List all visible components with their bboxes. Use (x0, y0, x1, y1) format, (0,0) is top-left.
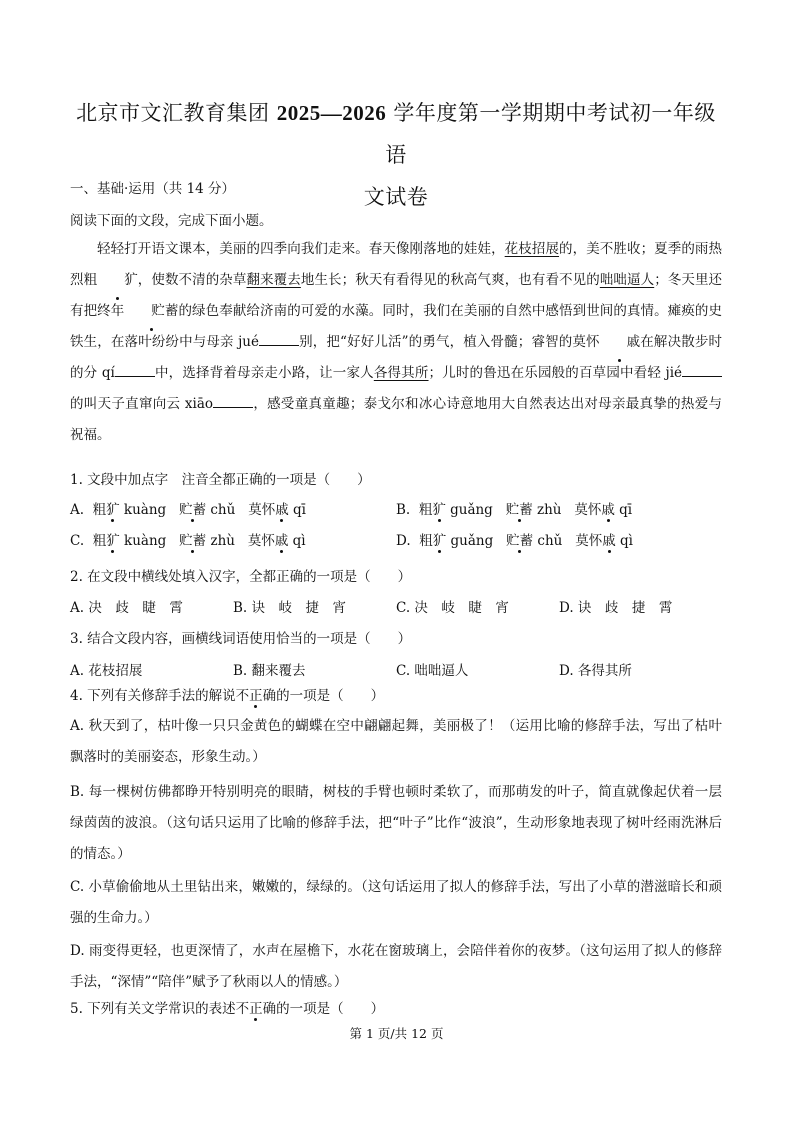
emphasis-negation: 不正确 (236, 684, 277, 704)
underlined-phrase: 咄咄逼人 (599, 272, 655, 288)
q4-option-d[interactable]: D. 雨变得更轻，也更深情了，水声在屋檐下，水花在窗玻璃上，会陪伴着你的夜梦。（这句运用了拟人的修辞手法，“深情”“陪伴”赋予了秋雨以人的情感。） (70, 943, 722, 990)
underlined-phrase: 各得其所 (373, 365, 429, 381)
q4-option-a[interactable]: A. 秋天到了，枯叶像一只只金黄色的蝴蝶在空中翩翩起舞，美丽极了！（运用比喻的修辞手法，写出了枯叶飘落时的美丽姿态，形象生动。） (70, 718, 722, 765)
question-5-stem: 5. 下列有关文学常识的表述不正确的一项是（ ） (70, 997, 384, 1017)
title-line-1: 北京市文汇教育集团 2025—2026 学年度第一学期期中考试初一年级语 (76, 101, 716, 167)
q2-option-c[interactable]: C. 决 岐 睫 宵 (396, 600, 509, 616)
question-4-stem: 4. 下列有关修辞手法的解说不正确的一项是（ ） (70, 684, 384, 704)
question-2-stem: 2. 在文段中横线处填入汉字，全都正确的一项是（ ） (70, 569, 412, 585)
fill-blank[interactable] (213, 395, 253, 408)
question-3-stem: 3. 结合文段内容，画横线词语使用恰当的一项是（ ） (70, 631, 412, 647)
title-line-2: 文试卷 (363, 185, 429, 209)
underlined-phrase: 翻来覆去 (246, 272, 301, 288)
q3-option-a[interactable]: A. 花枝招展 (70, 663, 143, 679)
q2-option-a[interactable]: A. 决 歧 睫 霄 (70, 600, 183, 616)
dotted-char: 戚 (600, 327, 641, 358)
q1-option-d[interactable]: D. 粗犷 guǎng 贮蓄 chǔ 莫怀戚 qì (396, 529, 633, 549)
question-1-stem: 1. 文段中加点字 注音全都正确的一项是（ ） (70, 472, 371, 488)
dotted-char: 贮蓄 (124, 296, 178, 327)
underlined-phrase: 花枝招展 (504, 241, 560, 257)
exam-title (70, 92, 722, 218)
fill-blank[interactable] (115, 364, 155, 377)
q4-option-c[interactable]: C. 小草偷偷地从土里钻出来，嫩嫩的，绿绿的。（这句话运用了拟人的修辞手法，写出了小草的潜滋暗长和顽强的生命力。） (70, 879, 722, 926)
q1-option-a[interactable]: A. 粗犷 kuàng 贮蓄 chǔ 莫怀戚 qī (70, 498, 306, 518)
q2-option-d[interactable]: D. 诀 歧 捷 霄 (559, 600, 673, 616)
q1-option-c[interactable]: C. 粗犷 kuàng 贮蓄 zhù 莫怀戚 qì (70, 529, 306, 549)
reading-passage: 轻轻打开语文课本，美丽的四季向我们走来。春天像刚落地的娃娃，花枝招展的，美不胜收；夏季的雨热烈粗 犷，使数不清的杂草翻来覆去地生长；秋天有看得见的秋高气爽，也有看不见的咄咄逼人；冬天里还有把终年 贮蓄的绿色奉献给济南的可爱的水藻。同时，我们在美丽的自然中感悟到世间的真情。瘫痪的史铁生，在落叶纷纷中与母亲 jué 别，把“好好儿活”的勇气，植入骨髓；睿智的莫怀 戚在解决散步时的分 qí 中，选择背着母亲走小路，让一家人各得其所；儿时的鲁迅在乐园般的百草园中看轻 jié的叫天子直窜向云 xiāo ，感受童真童趣；泰戈尔和冰心诗意地用大自然表达出对母亲最真挚的热爱与祝福。 (70, 241, 723, 443)
q1-option-b[interactable]: B. 粗犷 guǎng 贮蓄 zhù 莫怀戚 qī (396, 498, 632, 518)
q3-option-d[interactable]: D. 各得其所 (559, 663, 632, 679)
fill-blank[interactable] (682, 364, 722, 377)
q3-option-b[interactable]: B. 翻来覆去 (233, 663, 306, 679)
page-number-footer: 第 1 页/共 12 页 (349, 1026, 444, 1041)
reading-instruction: 阅读下面的文段，完成下面小题。 (70, 213, 273, 229)
dotted-char: 犷 (97, 265, 138, 296)
fill-blank[interactable] (259, 333, 299, 346)
q4-option-b[interactable]: B. 每一棵树仿佛都睁开特别明亮的眼睛，树枝的手臂也顿时柔软了，而那萌发的叶子，简直就像起伏着一层绿茵茵的波浪。（这句话只运用了比喻的修辞手法，把“叶子”比作“波浪”，生动形象地表现了树叶经雨洗淋后的情态。） (70, 784, 722, 862)
section-heading: 一、基础·运用（共 14 分） (70, 181, 236, 197)
emphasis-negation: 不正确 (236, 997, 277, 1017)
q2-option-b[interactable]: B. 诀 岐 捷 宵 (233, 600, 347, 616)
q3-option-c[interactable]: C. 咄咄逼人 (396, 663, 469, 679)
